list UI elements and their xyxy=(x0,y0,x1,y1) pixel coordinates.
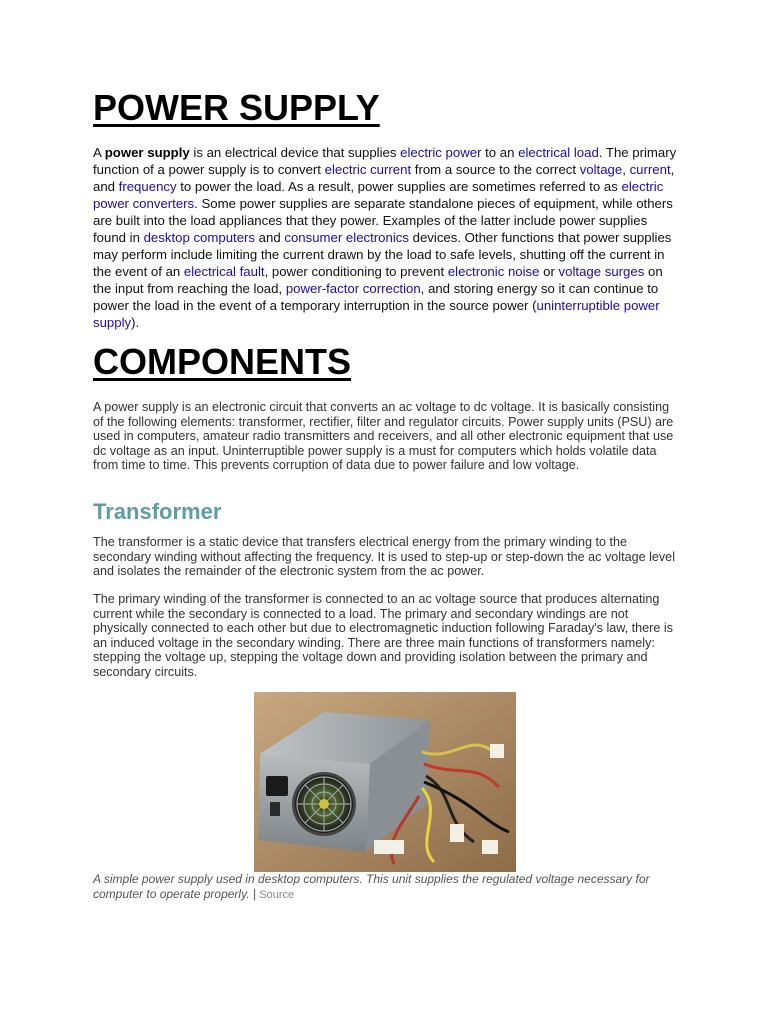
link-voltage-surges[interactable]: voltage surges xyxy=(558,264,645,279)
intro-text: A xyxy=(93,145,105,160)
intro-text: . Some power supplies are separate standalone pieces of equipment, while others are built into the load appliances that they power. Examples of the latter include power supplies found in xyxy=(93,196,673,245)
source-link[interactable]: Source xyxy=(259,889,295,901)
components-heading: COMPONENTS xyxy=(93,341,352,382)
intro-paragraph xyxy=(93,144,678,331)
link-power-factor-correction[interactable]: power-factor correction xyxy=(285,281,421,296)
intro-text: devices. Other functions that power supplies may perform include limiting the current drawn by the load to safe levels, shutting off the current in the event of an xyxy=(93,230,672,279)
link-electric-power[interactable]: electric power xyxy=(400,145,482,160)
intro-text: , and xyxy=(93,162,675,194)
intro-text: ). xyxy=(131,315,140,330)
intro-text: on the input from reaching the load, xyxy=(93,264,663,296)
intro-text: , and storing energy so it can continue to power the load in the event of a temporary interruption in the source power ( xyxy=(93,281,659,313)
link-consumer-electronics[interactable]: consumer electronics xyxy=(284,230,409,245)
photo-caption xyxy=(93,872,678,903)
power-supply-photo xyxy=(254,692,516,872)
link-uninterruptible-power-supply[interactable]: uninterruptible power supply xyxy=(93,298,660,330)
intro-text: or xyxy=(539,264,559,279)
intro-text: . The primary function of a power supply is to convert xyxy=(93,145,677,177)
link-desktop-computers[interactable]: desktop computers xyxy=(143,230,256,245)
intro-text: , power conditioning to prevent xyxy=(264,264,448,279)
intro-text: to an xyxy=(481,145,519,160)
intro-text: to power the load. As a result, power supplies are sometimes referred to as xyxy=(176,179,622,194)
intro-text: is an electrical device that supplies xyxy=(189,145,401,160)
transformer-paragraph-2: The primary winding of the transformer is connected to an ac voltage source that produces alternating current while the secondary is connected to a load. The primary and secondary windings are not physically connected to each other but due to electromagnetic induction following Faraday's law, there is an induced voltage in the secondary winding. There are three main functions of transformers namely: stepping the voltage up, stepping the voltage down and providing isolation between the primary and secondary circuits. xyxy=(93,592,673,679)
link-electric-power-converters[interactable]: electric power converters xyxy=(93,179,664,211)
intro-text: from a source to the correct xyxy=(411,162,580,177)
link-electrical-load[interactable]: electrical load xyxy=(518,145,599,160)
caption-text: A simple power supply used in desktop computers. This unit supplies the regulated voltage necessary for computer to operate properly. | xyxy=(93,872,650,901)
intro-text: and xyxy=(255,230,285,245)
transformer-paragraph-1: The transformer is a static device that transfers electrical energy from the primary winding to the secondary winding without affecting the frequency. It is used to step-up or step-down the ac voltage level and isolates the remainder of the electronic system from the ac power. xyxy=(93,535,675,579)
link-electric-current[interactable]: electric current xyxy=(324,162,412,177)
components-paragraph: A power supply is an electronic circuit that converts an ac voltage to dc voltage. It is basically consisting of the following elements: transformer, rectifier, filter and regulator circuits. Power supply units (PSU) are used in computers, amateur radio transmitters and receivers, and all other electronic equipment that use dc voltage as an input. Uninterruptible power supply is a must for computers which holds volatile data from time to time. This prevents corruption of data due to power failure and low voltage. xyxy=(93,400,674,473)
link-voltage[interactable]: voltage xyxy=(579,162,623,177)
link-electrical-fault[interactable]: electrical fault xyxy=(183,264,265,279)
intro-bold-term: power supply xyxy=(104,145,190,160)
page-title: POWER SUPPLY xyxy=(93,87,380,128)
link-frequency[interactable]: frequency xyxy=(118,179,177,194)
link-current[interactable]: current xyxy=(629,162,671,177)
intro-text: , xyxy=(622,162,630,177)
transformer-heading: Transformer xyxy=(93,499,222,524)
link-electronic-noise[interactable]: electronic noise xyxy=(447,264,540,279)
